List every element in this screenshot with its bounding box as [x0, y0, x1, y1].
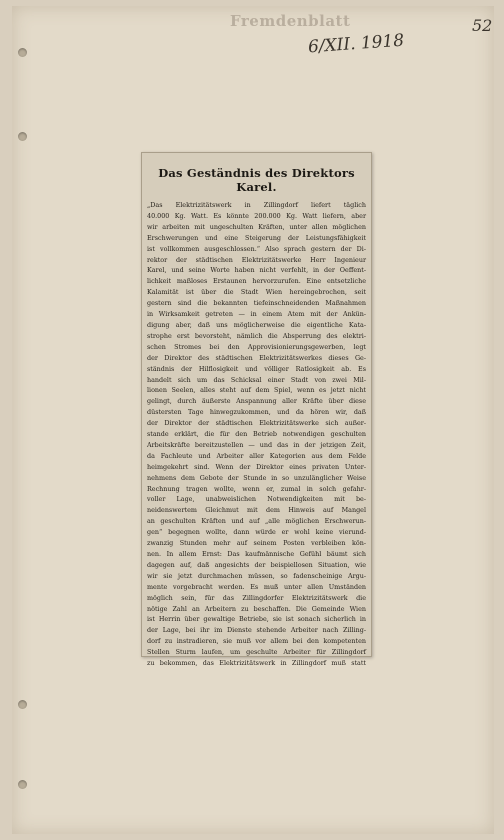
article-line: heimgekehrt sind. Wenn der Direktor eines privaten Unter-: [147, 462, 366, 471]
article-line: Erschwerungen und eine Steigerung der Leistungsfähigkeit: [147, 233, 366, 242]
article-line: Karel, und seine Worte haben nicht verfehlt, in der Oeffent-: [147, 266, 366, 275]
article-line: ständnis der Hilflosigkeit und völliger Ratlosigkeit ab. Es: [147, 364, 366, 373]
article-line: Rechnung tragen wollte, wenn er, zumal in solch gefahr-: [147, 484, 366, 493]
punch-hole: [18, 132, 27, 141]
article-line: zu bekommen, das Elektrizitätswerk in Zillingdorf muß statt: [147, 659, 366, 668]
article-line: dorf zu instradieren, sie muß vor allem bei den kompetenten: [147, 637, 366, 646]
article-line: Kalamität ist über die Stadt Wien hereingebrochen, seit: [147, 288, 366, 297]
handwritten-date: 6/XII. 1918: [307, 30, 405, 58]
article-line: möglich sein, für das Zillingdorfer Elektrizitätswerk die: [147, 593, 366, 602]
article-line: neidenswertem Gleichmut mit dem Hinweis auf Mangel: [147, 506, 366, 515]
article-body: [147, 200, 366, 669]
article-line: ist Herrin über gewaltige Betriebe, sie ist sonach sicherlich in: [147, 615, 366, 624]
article-line: lionen Seelen, alles steht auf dem Spiel, wenn es jetzt nicht: [147, 386, 366, 395]
article-line: nehmens dem Gebote der Stunde in so unzulänglicher Weise: [147, 473, 366, 482]
article-line: zwanzig Stunden mehr auf seinem Posten verbleiben kön-: [147, 539, 366, 548]
punch-hole: [18, 48, 27, 57]
article-line: der Lage, bei ihr im Dienste stehende Arbeiter nach Zilling-: [147, 626, 366, 635]
article-line: gen“ begegnen wollte, dann würde er wohl keine vierund-: [147, 528, 366, 537]
article-line: düstersten Tage hinwegzukommen, und da hören wir, daß: [147, 408, 366, 417]
article-line: lichkeit maßloses Erstaunen hervorzurufen. Eine entsetzliche: [147, 277, 366, 286]
article-line: der Direktor des städtischen Elektrizitätswerkes dieses Ge-: [147, 353, 366, 362]
article-line: rektor der städtischen Elektrizitätswerke Herr Ingenieur: [147, 255, 366, 264]
article-line: der Direktor der städtischen Elektrizitätswerke sich außer-: [147, 419, 366, 428]
article-line: Stellen Sturm laufen, um geschulte Arbeiter für Zillingdorf: [147, 648, 366, 657]
article-line: gelingt, durch äußerste Anspannung aller Kräfte über diese: [147, 397, 366, 406]
article-line: mente vorgebracht werden. Es muß unter allen Umständen: [147, 582, 366, 591]
article-line: wir arbeiten mit ungeschulten Kräften, unter allen möglichen: [147, 222, 366, 231]
article-line: „Das Elektrizitätswerk in Zillingdorf liefert täglich: [147, 201, 366, 209]
article-line: strophe erst bevorsteht, nämlich die Absperrung des elektri-: [147, 331, 366, 340]
article-line: voller Lage, unabweislichen Notwendigkeiten mit be-: [147, 495, 366, 504]
article-line: dagegen auf, daß angesichts der beispiellosen Situation, wie: [147, 560, 366, 569]
article-line: handelt sich um das Schicksal einer Stadt von zwei Mil-: [147, 375, 366, 384]
article-line: stande erklärt, die für den Betrieb notwendigen geschulten: [147, 430, 366, 439]
article-line: da Fachleute und Arbeiter aller Kategorien aus dem Felde: [147, 451, 366, 460]
handwritten-page-number: 52: [472, 16, 493, 35]
article-line: digung aber, daß uns möglicherweise die eigentliche Kata-: [147, 320, 366, 329]
punch-hole: [18, 780, 27, 789]
article-line: gestern sind die bekannten tiefeinschneidenden Maßnahmen: [147, 299, 366, 308]
newspaper-clipping: [141, 152, 372, 668]
newspaper-stamp: Fremdenblatt: [230, 12, 351, 30]
article-line: Arbeitskräfte bereitzustellen — und das in der jetzigen Zeit,: [147, 440, 366, 449]
article-line: schen Stromes bei den Approvisionierungsgewerben, legt: [147, 342, 366, 351]
article-line: nen. In allem Ernst: Das kaufmännische Gefühl bäumt sich: [147, 550, 366, 558]
article-line: nötige Zahl an Arbeitern zu beschaffen. Die Gemeinde Wien: [147, 604, 366, 613]
article-line: an geschulten Kräften und auf „alle möglichen Erschwerun-: [147, 517, 366, 526]
punch-hole: [18, 700, 27, 709]
article-line: 40.000 Kg. Watt. Es könnte 200.000 Kg. Watt liefern, aber: [147, 211, 366, 220]
article-line: ist vollkommen ausgeschlossen.“ Also sprach gestern der Di-: [147, 244, 366, 253]
punch-holes: [18, 0, 30, 840]
article-line: in Wirksamkeit getreten — in einem Atem mit der Ankün-: [147, 310, 366, 319]
article-line: wir sie jetzt durchmachen müssen, so fadenscheinige Argu-: [147, 571, 366, 580]
article-headline: Das Geständnis des Direktors Karel.: [158, 166, 355, 194]
